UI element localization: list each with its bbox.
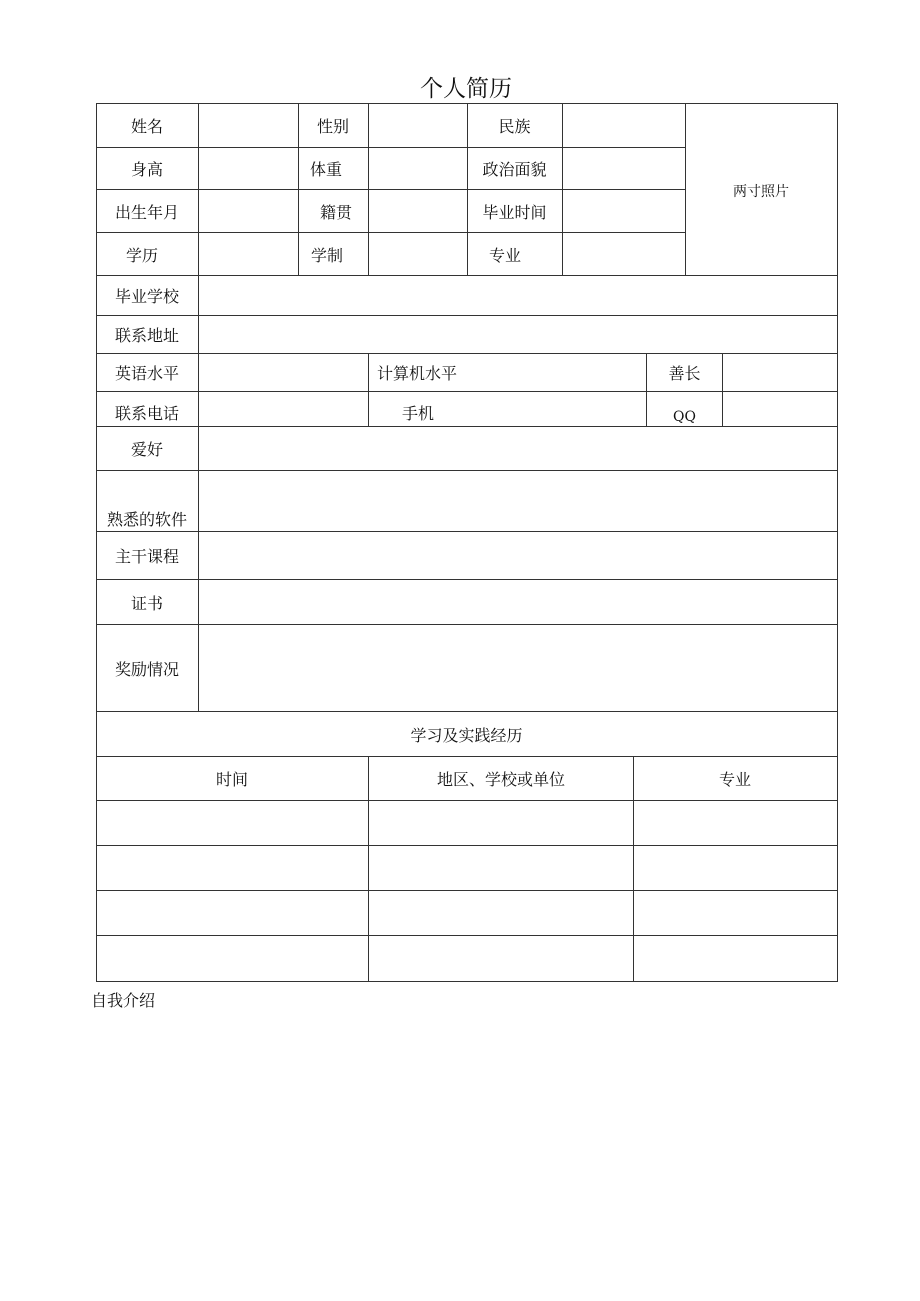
qq-field[interactable] — [723, 392, 836, 426]
computer-level-field[interactable] — [466, 354, 646, 391]
experience-cell[interactable] — [369, 846, 633, 890]
experience-cell[interactable] — [97, 936, 368, 980]
experience-header-major: 专业 — [718, 770, 751, 789]
label-hobbies: 爱好 — [130, 440, 163, 459]
certificates-field[interactable] — [199, 580, 836, 624]
label-study-length: 学制 — [310, 245, 343, 265]
experience-cell[interactable] — [369, 936, 633, 980]
english-level-field[interactable] — [199, 354, 368, 391]
self-intro-heading: 自我介绍 — [91, 991, 156, 1010]
name-field[interactable] — [199, 104, 298, 147]
label-graduation-time: 毕业时间 — [482, 202, 547, 222]
label-phone: 联系电话 — [114, 403, 179, 423]
native-place-field[interactable] — [369, 190, 467, 232]
mobile-field[interactable] — [466, 392, 646, 426]
label-ethnicity: 民族 — [498, 117, 531, 136]
political-status-field[interactable] — [563, 148, 685, 189]
label-native-place: 籍贯 — [319, 202, 352, 222]
label-gender: 性别 — [316, 117, 349, 136]
label-courses: 主干课程 — [114, 547, 179, 566]
photo-label: 两寸照片 — [733, 184, 789, 200]
label-weight: 体重 — [309, 160, 342, 179]
experience-section-title: 学习及实践经历 — [410, 725, 523, 745]
experience-cell[interactable] — [369, 891, 633, 935]
experience-cell[interactable] — [97, 846, 368, 890]
strengths-field[interactable] — [723, 354, 836, 391]
label-computer-level: 计算机水平 — [376, 364, 457, 383]
study-length-field[interactable] — [369, 233, 467, 275]
graduated-school-field[interactable] — [199, 276, 836, 315]
experience-cell[interactable] — [634, 846, 836, 890]
experience-cell[interactable] — [97, 891, 368, 935]
label-qq: QQ — [673, 409, 696, 425]
label-strengths: 善长 — [668, 364, 701, 383]
height-field[interactable] — [199, 148, 298, 189]
label-height: 身高 — [130, 160, 163, 179]
experience-cell[interactable] — [634, 891, 836, 935]
experience-cell[interactable] — [634, 801, 836, 845]
experience-header-place: 地区、学校或单位 — [436, 770, 565, 789]
label-political-status: 政治面貌 — [482, 160, 547, 179]
address-field[interactable] — [199, 316, 836, 353]
awards-field[interactable] — [199, 625, 836, 711]
label-certificates: 证书 — [130, 593, 163, 613]
gender-field[interactable] — [369, 104, 467, 147]
label-english-level: 英语水平 — [114, 364, 179, 383]
page-title: 个人简历 — [420, 76, 512, 102]
courses-field[interactable] — [199, 532, 836, 579]
experience-header-time: 时间 — [215, 770, 248, 789]
label-major: 专业 — [488, 245, 521, 265]
birth-date-field[interactable] — [199, 190, 298, 232]
label-name: 姓名 — [130, 117, 163, 136]
weight-field[interactable] — [369, 148, 467, 189]
label-birth-date: 出生年月 — [114, 202, 179, 222]
major-field[interactable] — [563, 233, 685, 275]
graduation-time-field[interactable] — [563, 190, 685, 232]
label-address: 联系地址 — [114, 326, 179, 345]
experience-cell[interactable] — [634, 936, 836, 980]
education-field[interactable] — [199, 233, 298, 275]
experience-cell[interactable] — [369, 801, 633, 845]
label-mobile: 手机 — [401, 403, 434, 423]
software-field[interactable] — [199, 471, 836, 531]
label-graduated-school: 毕业学校 — [114, 287, 179, 306]
label-software: 熟悉的软件 — [106, 509, 187, 529]
experience-cell[interactable] — [97, 801, 368, 845]
ethnicity-field[interactable] — [563, 104, 685, 147]
label-education: 学历 — [125, 245, 158, 265]
phone-field[interactable] — [199, 392, 368, 426]
hobbies-field[interactable] — [199, 427, 836, 470]
label-awards: 奖励情况 — [114, 659, 179, 679]
